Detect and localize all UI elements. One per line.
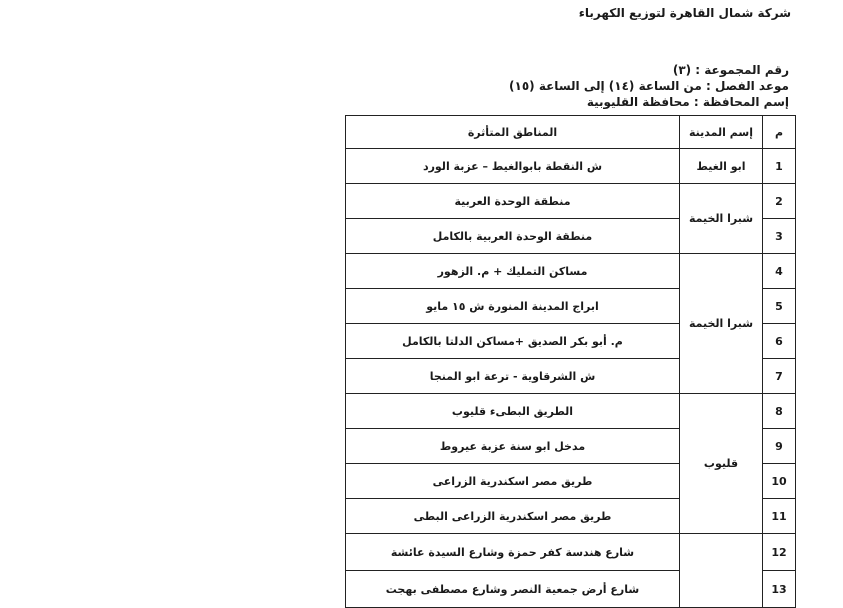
area-cell: م. أبو بكر الصديق +مساكن الدلتا بالكامل — [346, 324, 680, 359]
table-row — [346, 149, 796, 184]
row-number: 13 — [763, 571, 796, 608]
area-cell: الطريق البطىء قليوب — [346, 394, 680, 429]
row-number: 12 — [763, 534, 796, 571]
area-cell: شارع هندسة كفر حمزة وشارع السيدة عائشة — [346, 534, 680, 571]
table-row — [346, 184, 796, 219]
area-cell: ش النقطة بابوالغيط – عزبة الورد — [346, 149, 680, 184]
row-number: 5 — [763, 289, 796, 324]
row-number: 4 — [763, 254, 796, 289]
area-cell: منطقة الوحدة العربية — [346, 184, 680, 219]
group-number: رقم المجموعة : (٣) — [672, 63, 789, 77]
city-cell: شبرا الخيمة — [680, 254, 763, 394]
row-number: 6 — [763, 324, 796, 359]
area-cell: منطقة الوحدة العربية بالكامل — [346, 219, 680, 254]
row-number: 7 — [763, 359, 796, 394]
row-number: 9 — [763, 429, 796, 464]
city-cell — [680, 534, 763, 608]
area-cell: ش الشرقاوية - ترعة ابو المنجا — [346, 359, 680, 394]
city-cell: شبرا الخيمة — [680, 184, 763, 254]
header-city: إسم المدينة — [680, 116, 763, 149]
outage-time: موعد الفصل : من الساعة (١٤) إلى الساعة (١٥) — [509, 79, 789, 93]
row-number: 1 — [763, 149, 796, 184]
area-cell: ابراج المدينة المنورة ش ١٥ مايو — [346, 289, 680, 324]
area-cell: طريق مصر اسكندرية الزراعى — [346, 464, 680, 499]
table-row — [346, 534, 796, 571]
header-areas: المناطق المتأثرة — [346, 116, 680, 149]
table-header-row — [346, 116, 796, 149]
row-number: 3 — [763, 219, 796, 254]
header-num: م — [763, 116, 796, 149]
document-meta — [509, 62, 789, 110]
city-cell: قليوب — [680, 394, 763, 534]
governorate-name: إسم المحافظة : محافظة القليوبية — [586, 95, 789, 109]
outage-table — [345, 115, 796, 608]
table-row — [346, 394, 796, 429]
table-row — [346, 254, 796, 289]
row-number: 2 — [763, 184, 796, 219]
company-name: شركة شمال القاهرة لتوزيع الكهرباء — [578, 6, 791, 20]
city-cell: ابو الغيط — [680, 149, 763, 184]
area-cell: شارع أرض جمعية النصر وشارع مصطفى بهجت — [346, 571, 680, 608]
area-cell: مدخل ابو سنة عزبة عيروط — [346, 429, 680, 464]
row-number: 10 — [763, 464, 796, 499]
row-number: 8 — [763, 394, 796, 429]
area-cell: طريق مصر اسكندرية الزراعى البطى — [346, 499, 680, 534]
row-number: 11 — [763, 499, 796, 534]
area-cell: مساكن التمليك + م. الزهور — [346, 254, 680, 289]
